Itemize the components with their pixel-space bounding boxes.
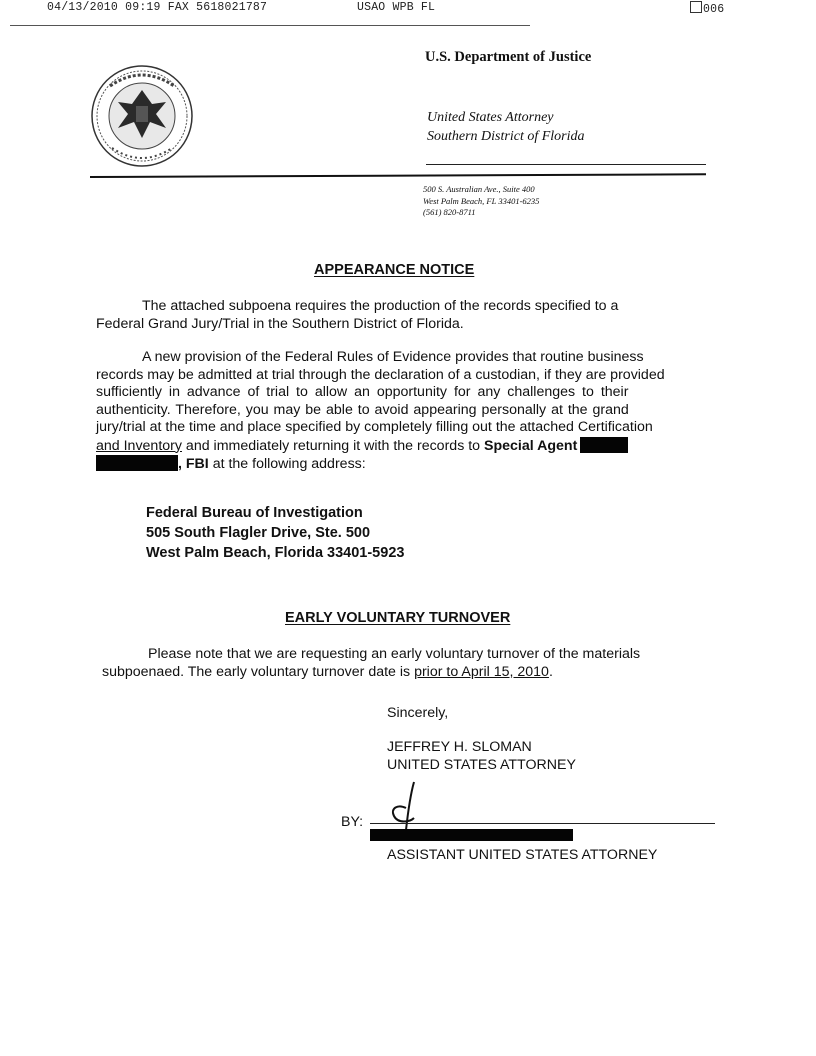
para2-line-7-text: at the following address: (208, 456, 366, 472)
turnover-line-2-end: . (548, 663, 553, 680)
para2-line-6-text: and immediately returning it with the records to (181, 437, 485, 454)
office-line-1: United States Attorney (427, 110, 554, 125)
signature-line (370, 823, 715, 824)
fax-page (690, 1, 724, 16)
turnover-line-1: Please note that we are requesting an early voluntary turnover of the materials (148, 646, 641, 662)
signatory-title: UNITED STATES ATTORNEY (387, 757, 576, 773)
fbi-address-block (146, 503, 404, 563)
fax-sender: USAO WPB FL (357, 1, 436, 14)
early-turnover-heading: EARLY VOLUNTARY TURNOVER (285, 610, 511, 626)
appearance-notice-heading: APPEARANCE NOTICE (314, 262, 475, 278)
fax-header-rule (10, 25, 530, 26)
office-phone: (561) 820-8711 (423, 207, 476, 217)
letterhead-thick-rule (90, 173, 706, 178)
fbi-label: , FBI (178, 456, 209, 472)
office-block (427, 108, 585, 146)
signatory-block (387, 738, 576, 774)
certification-inventory-text: and Inventory (96, 437, 182, 454)
fbi-address-line-1: Federal Bureau of Investigation (146, 505, 363, 521)
para2-line-6 (96, 437, 665, 456)
fax-datetime: 04/13/2010 09:19 FAX 5618021787 (47, 1, 268, 14)
para2-line-1: A new provision of the Federal Rules of Evidence provides that routine business (142, 349, 644, 365)
handwritten-signature (384, 778, 424, 836)
signatory-name: JEFFREY H. SLOMAN (387, 739, 532, 755)
para1-line-2: Federal Grand Jury/Trial in the Southern District of Florida. (96, 315, 464, 332)
address-line-2: West Palm Beach, FL 33401-6235 (423, 195, 540, 206)
appearance-paragraph-1 (96, 298, 618, 333)
redacted-assistant-name (370, 829, 573, 841)
redacted-agent-name-part1 (580, 437, 628, 453)
para2-line-3: sufficiently in advance of trial to allow an opportunity for any challenges to their (96, 384, 629, 400)
fax-page-icon (690, 1, 702, 13)
doj-seal-icon (88, 64, 196, 168)
para2-line-2: records may be admitted at trial through the declaration of a custodian, if they are provided (96, 366, 665, 383)
department-name: U.S. Department of Justice (425, 49, 592, 65)
early-turnover-paragraph (102, 646, 640, 681)
para2-line-7 (96, 455, 665, 474)
letterhead-thin-rule (426, 164, 706, 165)
para2-line-4: authenticity. Therefore, you may be able to avoid appearing personally at the grand (96, 401, 629, 418)
fbi-address-line-2: 505 South Flagler Drive, Ste. 500 (146, 525, 371, 541)
appearance-paragraph-2 (96, 349, 665, 474)
para2-line-5: jury/trial at the time and place specified by completely filling out the attached Certification (96, 419, 653, 435)
para1-line-1: The attached subpoena requires the production of the records specified to a (142, 298, 619, 314)
turnover-line-2 (102, 664, 640, 682)
address-line-1: 500 S. Australian Ave., Suite 400 (423, 184, 535, 194)
special-agent-label: Special Agent (484, 437, 578, 454)
turnover-line-2-text: subpoenaed. The early voluntary turnover date is (102, 663, 415, 680)
office-line-2: Southern District of Florida (427, 129, 585, 144)
fax-page-number: 006 (703, 3, 725, 16)
closing: Sincerely, (387, 705, 449, 721)
office-address (423, 184, 539, 219)
fbi-address-line-3: West Palm Beach, Florida 33401-5923 (146, 545, 405, 561)
by-label: BY: (341, 814, 364, 830)
turnover-date: prior to April 15, 2010 (414, 663, 549, 680)
assistant-title: ASSISTANT UNITED STATES ATTORNEY (387, 847, 658, 863)
redacted-agent-name-part2 (96, 455, 178, 471)
